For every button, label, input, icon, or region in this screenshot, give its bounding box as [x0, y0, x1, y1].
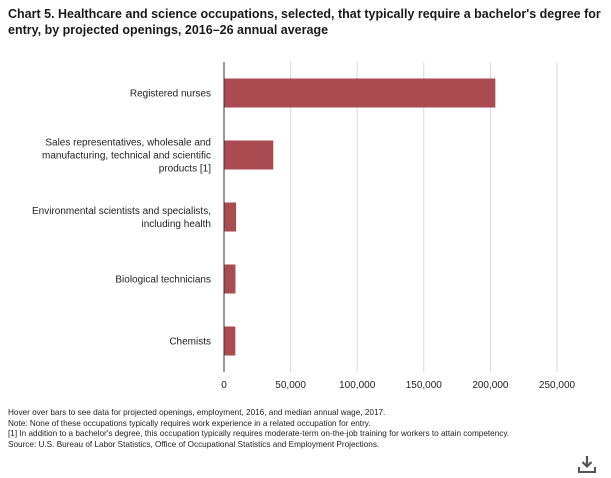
- bar[interactable]: [225, 141, 274, 170]
- category-label: manufacturing, technical and scientific: [42, 150, 211, 162]
- bar[interactable]: [225, 265, 236, 294]
- note-experience: Note: None of these occupations typically requires work experience in a related occupation for entry.: [8, 418, 371, 428]
- category-label: Sales representatives, wholesale and: [45, 137, 211, 149]
- x-axis-ticks: [221, 380, 575, 391]
- bar[interactable]: [225, 203, 237, 232]
- chart-title: Chart 5. Healthcare and science occupations, selected, that typically require a bachelor's degree for entry, by projected openings, 2016–26 annual average: [8, 7, 601, 37]
- category-label: products [1]: [158, 163, 211, 175]
- x-tick-label: 200,000: [472, 380, 509, 391]
- bar[interactable]: [225, 79, 496, 108]
- note-hover: Hover over bars to see data for projected openings, employment, 2016, and median annual wage, 2017.: [8, 408, 386, 417]
- x-tick-label: 250,000: [538, 380, 576, 391]
- category-label: Environmental scientists and specialists,: [32, 206, 211, 217]
- x-tick-label: 50,000: [275, 380, 306, 391]
- category-label: Registered nurses: [129, 88, 211, 100]
- bar[interactable]: [225, 327, 236, 356]
- download-icon[interactable]: [577, 454, 597, 474]
- category-label: Chemists: [169, 336, 211, 348]
- bars[interactable]: [225, 79, 496, 356]
- category-labels: [32, 89, 211, 348]
- note-footnote-1: [1] In addition to a bachelor's degree, this occupation typically requires moderate-term on-the-job training for workers to attain competency.: [8, 429, 510, 439]
- x-tick-label: 0: [221, 380, 227, 391]
- x-tick-label: 150,000: [405, 380, 442, 391]
- grid-lines: [224, 62, 557, 372]
- note-source: Source: U.S. Bureau of Labor Statistics, Office of Occupational Statistics and Employment Projections.: [8, 439, 380, 449]
- category-label: including health: [141, 219, 211, 230]
- category-label: Biological technicians: [115, 274, 211, 286]
- x-tick-label: 100,000: [339, 380, 376, 391]
- chart-notes: [8, 408, 603, 450]
